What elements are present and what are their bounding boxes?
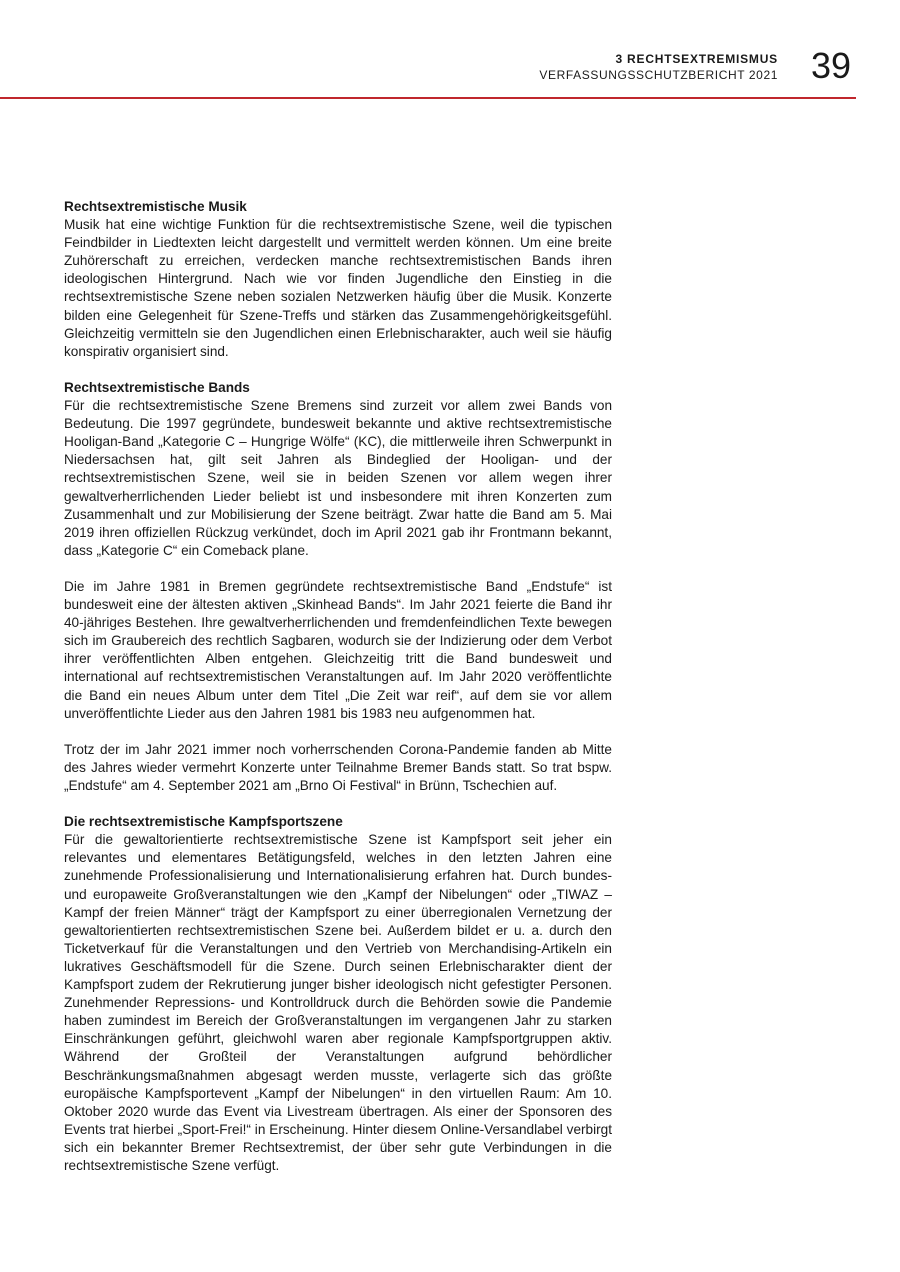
section-music (64, 198, 612, 361)
paragraph: Musik hat eine wichtige Funktion für die rechtsextremistische Szene, weil die typischen Feindbilder in Liedtexten leicht dargestellt und vermittelt werden können. Um eine breite Zuhörerschaft zu erreichen, verdecken manche rechtsextremistischen Bands ihren ideologischen Hintergrund. Nach wie vor finden Jugendliche den Einstieg in die rechtsextremistische Szene neben sozialen Netzwerken häufig über die Musik. Konzerte bilden eine Gelegenheit für Szene-Treffs und stärken das Zusammengehörigkeitsgefühl. Gleichzeitig vermitteln sie den Jugendlichen einen Erlebnischarakter, auch weil sie häufig konspirativ organisiert sind. (64, 217, 612, 359)
paragraph: Trotz der im Jahr 2021 immer noch vorherrschenden Corona-Pandemie fanden ab Mitte des Jahres wieder vermehrt Konzerte unter Teilnahme Bremer Bands statt. So trat bspw. „Endstufe“ am 4. September 2021 am „Brno Oi Festival“ in Brünn, Tschechien auf. (64, 741, 612, 793)
paragraph: Für die rechtsextremistische Szene Bremens sind zurzeit vor allem zwei Bands von Bedeutung. Die 1997 gegründete, bundesweit bekannte und aktive rechtsextremistische Hooligan-Band „Kategorie C – Hungrige Wölfe“ (KC), die mittlerweile ihren Schwerpunkt in Niedersachsen hat, gilt seit Jahren als Bindeglied der Hooligan- und der rechtsextremistischen Szene, weil sie in beiden Szenen vor allem wegen ihrer gewaltverherrlichenden Lieder beliebt ist und insbesondere mit ihren Konzerten zum Zusammenhalt und zur Mobilisierung der Szene beiträgt. Zwar hatte die Band am 5. Mai 2019 ihren offiziellen Rückzug verkündet, doch im April 2021 gab ihr Frontmann bekannt, dass „Kategorie C“ ein Comeback plane. (64, 398, 612, 558)
main-content (64, 198, 612, 1193)
section-heading: Rechtsextremistische Bands (64, 379, 250, 395)
header-rule (0, 97, 856, 99)
page-header (0, 0, 900, 100)
paragraph: Die im Jahre 1981 in Bremen gegründete rechtsextremistische Band „Endstufe“ ist bundesweit eine der ältesten aktiven „Skinhead Bands“. Im Jahr 2021 feierte die Band ihr 40-jähriges Bestehen. Ihre gewaltverherrlichenden und fremdenfeindlichen Texte bewegen sich im Graubereich des rechtlich Sagbaren, wodurch sie der Indizierung oder dem Verbot ihrer veröffentlichten Alben entgehen. Gleichzeitig tritt die Band bundesweit und international auf rechtsextremistischen Veranstaltungen auf. Im Jahr 2020 veröffentlichte die Band ein neues Album unter dem Titel „Die Zeit war reif“, auf dem sie vor allem unveröffentlichte Lieder aus den Jahren 1981 bis 1983 neu aufgenommen hat. (64, 578, 612, 721)
section-martial-arts (64, 813, 612, 1175)
report-title: VERFASSUNGSSCHUTZBERICHT 2021 (539, 68, 778, 82)
chapter-title: 3 RECHTSEXTREMISMUS (615, 52, 778, 66)
paragraph: Für die gewaltorientierte rechtsextremistische Szene ist Kampfsport seit jeher ein relevantes und elementares Betätigungsfeld, welches in den letzten Jahren eine zunehmende Professionalisierung und Internationalisierung erfahren hat. Durch bundes- und europaweite Großveranstaltungen wie den „Kampf der Nibelungen“ oder „TIWAZ – Kampf der freien Männer“ trägt der Kampfsport zu einer überregionalen Vernetzung der gewaltorientierten rechtsextremistischen Szene bei. Außerdem bildet er u. a. durch den Ticketverkauf für die Veranstaltungen und den Vertrieb von Merchandising-Artikeln ein lukratives Geschäftsmodell für die Szene. Durch seinen Erlebnischarakter dient der Kampfsport zudem der Rekrutierung junger bisher ideologisch nicht gefestigter Personen. Zunehmender Repressions- und Kontrolldruck durch die Behörden sowie die Pandemie haben zumindest im Bereich der Großveranstaltungen im vergangenen Jahr zu starken Einschränkungen geführt, gleichwohl waren aber regionale Kampfsportgruppen aktiv. Während der Großteil der Veranstaltungen aufgrund behördlicher Beschränkungsmaßnahmen abgesagt werden musste, verlagerte sich das größte europäische Kampfsportevent „Kampf der Nibelungen“ in den virtuellen Raum: Am 10. Oktober 2020 wurde das Event via Livestream übertragen. Als einer der Sponsoren des Events trat hierbei „Sport-Frei!“ in Erscheinung. Hinter diesem Online-Versandlabel verbirgt sich ein bekannter Bremer Rechtsextremist, der über sehr gute Verbindungen in die rechtsextremistische Szene verfügt. (64, 832, 612, 1173)
section-heading: Die rechtsextremistische Kampfsportszene (64, 814, 343, 830)
running-header (539, 51, 778, 83)
section-bands (64, 379, 612, 795)
section-heading: Rechtsextremistische Musik (64, 199, 247, 214)
page-number: 39 (811, 45, 852, 86)
